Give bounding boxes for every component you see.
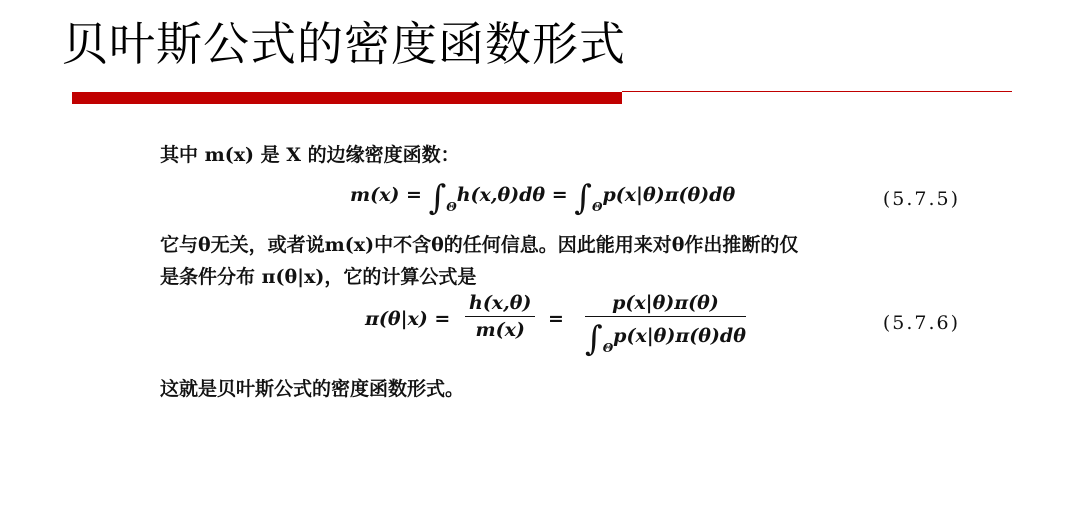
integral-sign: ∫: [585, 319, 603, 359]
integral-domain: Θ: [446, 200, 457, 214]
formula-5-7-6: [365, 308, 450, 330]
fraction-numerator: p(x|θ)π(θ): [585, 292, 746, 317]
title-underline-thick: [72, 92, 622, 104]
text-line-independence: 它与θ无关，或者说m(x)中不含θ的任何信息。因此能用来对θ作出推断的仅: [160, 234, 799, 256]
slide-title: 贝叶斯公式的密度函数形式: [62, 17, 626, 71]
formula-integrand-2: p(x|θ)π(θ)dθ: [602, 184, 736, 206]
text-line-conclusion: 这就是贝叶斯公式的密度函数形式。: [160, 378, 465, 400]
fraction-bayes-density: [585, 292, 746, 359]
fraction-denominator: m(x): [475, 319, 525, 341]
equals-sign: =: [548, 308, 564, 330]
formula-integrand-1: h(x,θ)dθ =: [456, 184, 575, 206]
formula-lhs: m(x) =: [350, 184, 429, 206]
integral-sign: ∫: [428, 178, 447, 218]
text-line-marginal-density: 其中 m(x) 是 X 的边缘密度函数：: [160, 144, 460, 166]
equation-number: (5.7.5): [882, 188, 960, 210]
fraction-h-over-m: [465, 292, 535, 341]
integral-sign: ∫: [574, 178, 592, 218]
textbook-excerpt: [160, 136, 970, 406]
equation-number: (5.7.6): [882, 312, 960, 334]
formula-lhs: π(θ|x) =: [365, 308, 451, 330]
fraction-numerator: h(x,θ): [465, 292, 535, 317]
integral-domain: Θ: [591, 200, 603, 214]
fraction-denominator: [585, 317, 746, 359]
text-line-conditional: 是条件分布 π(θ|x)，它的计算公式是: [160, 266, 477, 288]
formula-5-7-5: [350, 178, 735, 218]
denominator-integrand: p(x|θ)π(θ)dθ: [613, 325, 746, 347]
integral-domain: Θ: [602, 341, 614, 355]
title-underline-thin: [622, 91, 1012, 92]
